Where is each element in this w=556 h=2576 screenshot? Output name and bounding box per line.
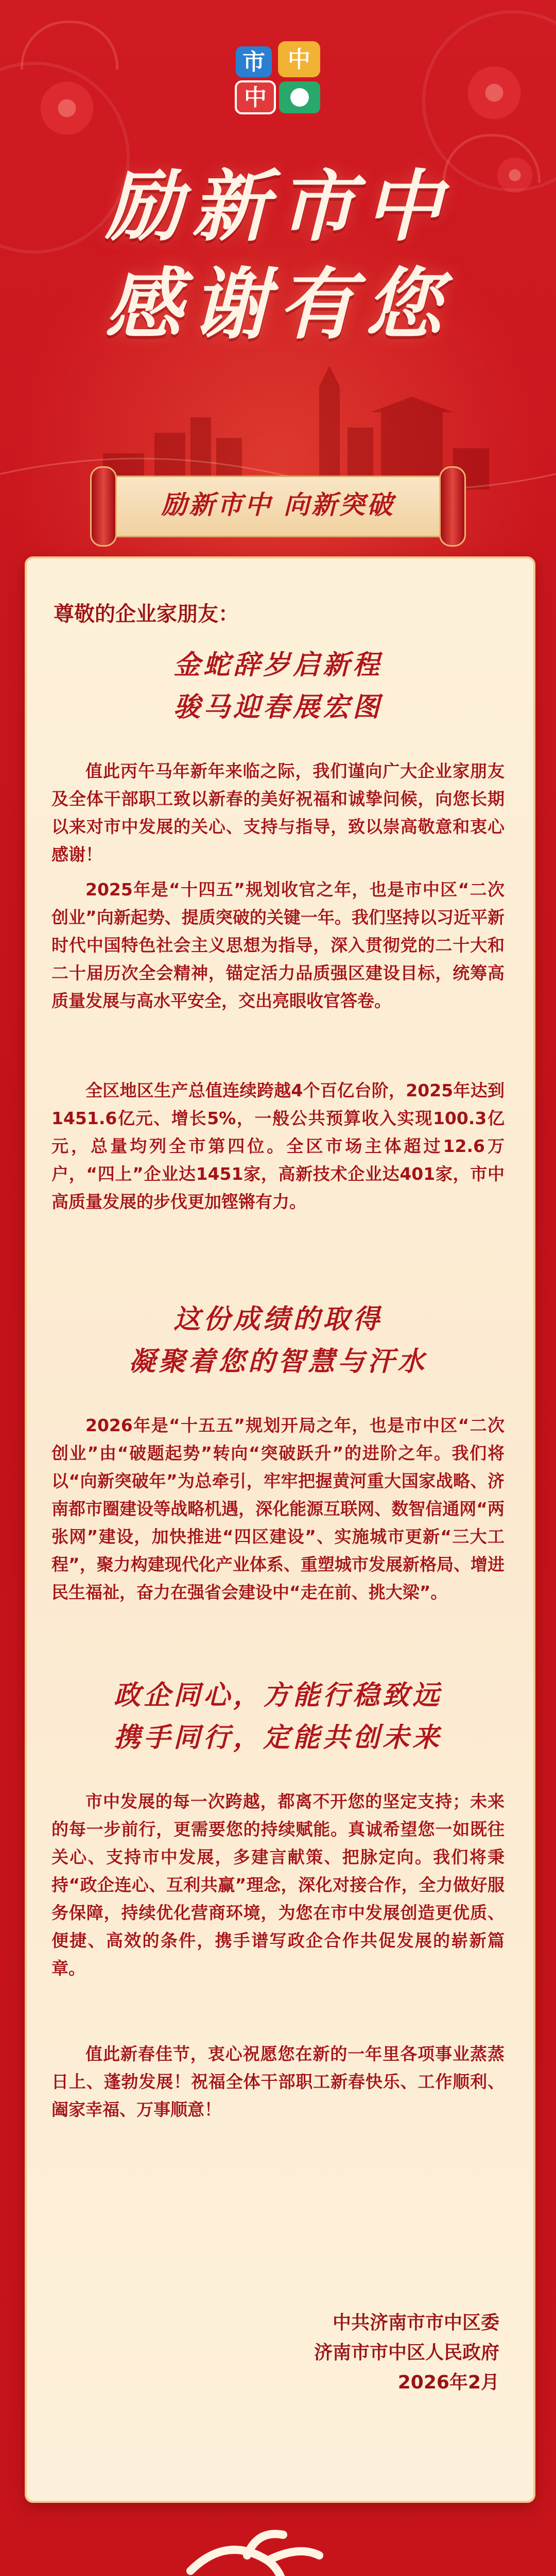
heading-line: 政企同心，方能行稳致远 (113, 1680, 442, 1711)
hero-title-line2: 感谢有您 (105, 259, 451, 350)
shizhong-logo (227, 31, 329, 118)
horse-2026-illustration (113, 2524, 443, 2576)
svg-text:中: 中 (244, 84, 267, 111)
section-heading-1 (0, 644, 556, 728)
section-heading-3 (0, 1674, 556, 1759)
scroll-banner (90, 466, 466, 544)
signature-date: 2026年2月 (397, 2372, 499, 2393)
heading-line: 骏马迎春展宏图 (173, 691, 383, 723)
paragraph-5: 市中发展的每一次跨越，都离不开您的坚定支持；未来的每一步前行，更需要您的持续赋能。真诚希望您一如既往关心、支持市中发展，多建言献策、把脉定向。我们将秉持“政企连心、互利共赢”理念，深化对接合作，全力做好服务保障，持续优化营商环境，为您在市中发展创造更优质、便捷、高效的条件，携手谱写政企合作共促发展的崭新篇章。 (51, 1791, 505, 1978)
paragraph-3: 全区地区生产总值连续跨越4个百亿台阶，2025年达到1451.6亿元、增长5%，一般公共预算收入实现100.3亿元，总量均列全市第四位。全区市场主体超过12.6万户，“四上”企业达1451家，高新技术企业达401家，市中高质量发展的步伐更加铿锵有力。 (51, 1080, 505, 1212)
signature-party-committee: 中共济南市市中区委 (332, 2312, 499, 2333)
paragraph-2: 2025年是“十四五”规划收官之年，也是市中区“二次创业”向新起势、提质突破的关键一年。我们坚持以习近平新时代中国特色社会主义思想为指导，深入贯彻党的二十大和二十届历次全会精神，锚定活力品质强区建设目标，统筹高质量发展与高水平安全，交出亮眼收官答卷。 (51, 879, 505, 1011)
heading-line: 金蛇辞岁启新程 (173, 649, 383, 681)
heading-line: 凝聚着您的智慧与汗水 (128, 1346, 427, 1377)
greeting: 尊敬的企业家朋友： (54, 602, 239, 626)
svg-text:市: 市 (242, 49, 265, 75)
paragraph-4: 2026年是“十五五”规划开局之年，也是市中区“二次创业”由“破题起势”转向“突破跃升”的进阶之年。我们将以“向新突破年”为总牵引，牢牢把握黄河重大国家战略、济南都市圈建设等战略机遇，深化能源互联网、数智信通网“两张网”建设，加快推进“四区建设”、实施城市更新“三大工程”，聚力构建现代化产业体系、重塑城市发展新格局、增进民生福祉，奋力在强省会建设中“走在前、挑大梁”。 (51, 1415, 505, 1602)
banner-slogan: 励新市中 向新突破 (161, 489, 395, 520)
signature-government: 济南市市中区人民政府 (314, 2342, 499, 2363)
section-heading-2 (0, 1298, 556, 1383)
cloud-ornament (21, 21, 118, 70)
paragraph-1: 值此丙午马年新年来临之际，我们谨向广大企业家朋友及全体干部职工致以新春的美好祝福和诚挚问候，向您长期以来对市中发展的关心、支持与指导，致以崇高敬意和衷心感谢！ (51, 761, 505, 865)
paragraph-6: 值此新春佳节，衷心祝愿您在新的一年里各项事业蒸蒸日上、蓬勃发展！祝福全体干部职工新春快乐、工作顺利、阖家幸福、万事顺意！ (51, 2044, 505, 2120)
plum-blossom-icon (36, 77, 98, 139)
hero-title-line1: 励新市中 (105, 161, 451, 252)
heading-line: 携手同行，定能共创未来 (113, 1722, 442, 1753)
signature-block (314, 2308, 499, 2398)
plum-blossom-icon (463, 62, 525, 124)
svg-text:中: 中 (288, 46, 310, 73)
heading-line: 这份成绩的取得 (173, 1303, 383, 1335)
